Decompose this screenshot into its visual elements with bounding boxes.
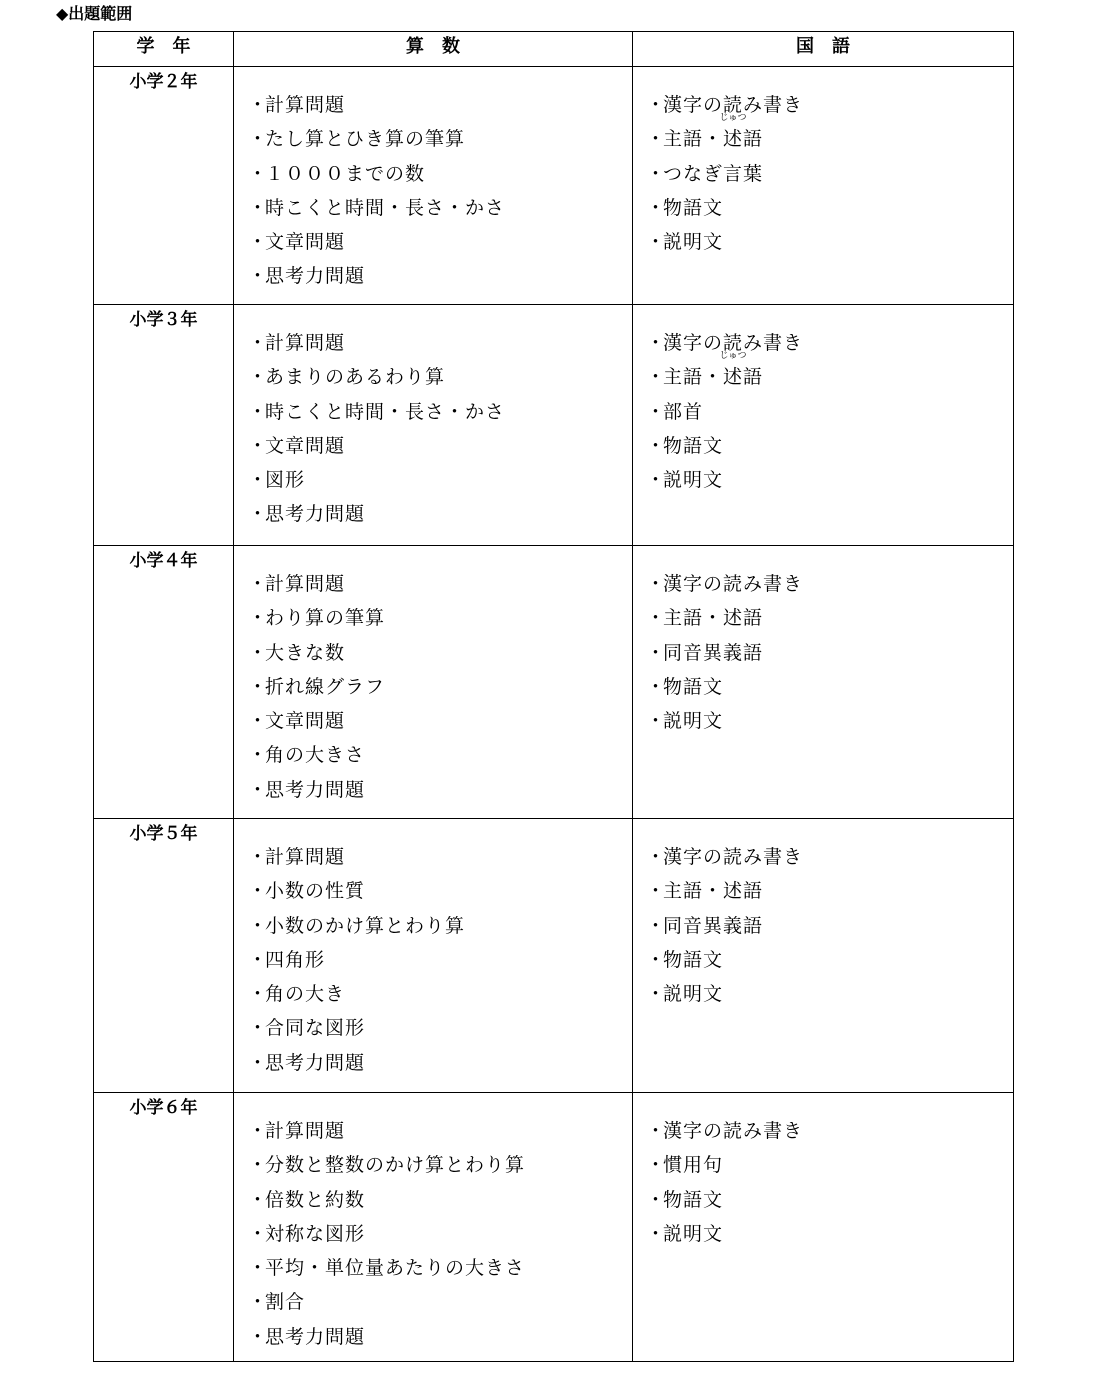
list-item: ・漢字の読み書き [646, 1120, 804, 1142]
topic-text: 大きな数 [265, 641, 346, 664]
topic-text: 四角形 [265, 948, 326, 971]
japanese-topics-cell [633, 819, 1014, 1093]
ruby-word [719, 113, 747, 156]
topic-text: 説明文 [663, 1222, 724, 1245]
list-item: ・合同な図形 [248, 1017, 366, 1040]
list-item: ・角の大き [248, 983, 346, 1006]
topic-text: 漢字の読み書き [663, 94, 804, 116]
topic-text: 割合 [265, 1291, 306, 1314]
japanese-topics-cell-list [633, 819, 1013, 1011]
topic-text: 物語文 [663, 434, 724, 457]
list-item: ・思考力問題 [248, 778, 366, 801]
list-item: ・四角形 [248, 948, 326, 971]
list-item: ・文章問題 [248, 434, 346, 457]
list-item: ・思考力問題 [248, 1051, 366, 1074]
table-row [94, 819, 1014, 1093]
list-item: ・説明文 [646, 983, 724, 1006]
topic-text: 文章問題 [265, 710, 346, 733]
list-item: ・計算問題 [248, 1120, 346, 1142]
topic-text: 計算問題 [265, 846, 346, 868]
topic-text: 図形 [265, 469, 306, 492]
list-item: ・平均・単位量あたりの大きさ [248, 1257, 526, 1280]
header-japanese: 国 語 [633, 32, 1014, 67]
list-item: ・慣用句 [646, 1154, 724, 1177]
list-item: ・角の大きさ [248, 744, 366, 767]
list-item: ・計算問題 [248, 94, 346, 116]
ruby-reading: じゅつ [719, 113, 747, 124]
topic-text: 計算問題 [265, 332, 346, 354]
math-topics-cell [234, 305, 633, 546]
list-item: ・時こくと時間・長さ・かさ [248, 400, 506, 423]
grade-cell: 小学３年 [94, 305, 234, 546]
topic-text: 対称な図形 [265, 1222, 366, 1245]
math-topics-cell [234, 67, 633, 305]
list-item: ・主語・ じゅつ 述語 [646, 360, 1013, 394]
list-item: ・文章問題 [248, 231, 346, 254]
grade-cell: 小学４年 [94, 546, 234, 819]
list-item: ・折れ線グラフ [248, 675, 386, 698]
list-item: ・説明文 [646, 231, 724, 254]
list-item: ・計算問題 [248, 846, 346, 868]
topic-text: 漢字の読み書き [663, 846, 804, 868]
topic-text: 小数のかけ算とわり算 [265, 914, 466, 937]
table-header-row [94, 32, 1014, 67]
list-item: ・あまりのあるわり算 [248, 366, 446, 389]
list-item: ・思考力問題 [248, 1325, 366, 1348]
topic-text: 部首 [663, 400, 704, 423]
topic-text: 主語・ [663, 366, 724, 389]
topic-text: 倍数と約数 [265, 1188, 366, 1211]
topic-text: 角の大き [265, 983, 346, 1006]
list-item: ・計算問題 [248, 332, 346, 354]
list-item: ・部首 [646, 400, 704, 423]
topic-text: 物語文 [663, 196, 724, 219]
list-item: ・わり算の筆算 [248, 607, 386, 630]
topic-text: 思考力問題 [265, 1325, 366, 1348]
topic-text: 同音異義語 [663, 641, 764, 664]
ruby-word [719, 351, 747, 394]
list-item: ・対称な図形 [248, 1222, 366, 1245]
japanese-topics-cell [633, 546, 1014, 819]
japanese-topics-cell-list [633, 546, 1013, 738]
list-item: ・物語文 [646, 675, 724, 698]
header-grade: 学 年 [94, 32, 234, 67]
ruby-base: 述 [723, 128, 744, 151]
page-heading: ◆出題範囲 [56, 4, 133, 23]
topic-text: 角の大きさ [265, 744, 366, 767]
list-item: ・分数と整数のかけ算とわり算 [248, 1154, 526, 1177]
topic-text: 語 [743, 128, 764, 151]
topic-text: 思考力問題 [265, 503, 366, 526]
topic-text: つなぎ言葉 [663, 162, 764, 185]
topic-text: 漢字の読み書き [663, 332, 804, 354]
topic-text: 語 [743, 366, 764, 389]
list-item: ・物語文 [646, 434, 724, 457]
grade-cell: 小学２年 [94, 67, 234, 305]
list-item: ・文章問題 [248, 710, 346, 733]
topic-text: 主語・ [663, 128, 724, 151]
japanese-topics-cell [633, 305, 1014, 546]
list-item: ・倍数と約数 [248, 1188, 366, 1211]
table-row [94, 1093, 1014, 1362]
list-item: ・小数の性質 [248, 880, 366, 903]
list-item: ・物語文 [646, 948, 724, 971]
ruby-base: 述 [723, 366, 744, 389]
topic-text: 説明文 [663, 710, 724, 733]
topic-text: 同音異義語 [663, 914, 764, 937]
topic-text: 平均・単位量あたりの大きさ [265, 1257, 526, 1280]
list-item: ・１０００までの数 [248, 162, 426, 185]
list-item: ・思考力問題 [248, 265, 366, 288]
topic-text: 分数と整数のかけ算とわり算 [265, 1154, 526, 1177]
table-body [94, 67, 1014, 1362]
list-item: ・物語文 [646, 1188, 724, 1211]
topic-text: 説明文 [663, 231, 724, 254]
list-item: ・時こくと時間・長さ・かさ [248, 196, 506, 219]
list-item: ・同音異義語 [646, 914, 764, 937]
topic-text: 思考力問題 [265, 1051, 366, 1074]
topic-text: 計算問題 [265, 573, 346, 595]
math-topics-cell-list [234, 819, 632, 1080]
topic-text: たし算とひき算の筆算 [265, 128, 466, 151]
list-item: ・計算問題 [248, 573, 346, 595]
topic-text: 計算問題 [265, 1120, 346, 1142]
list-item: ・主語・ じゅつ 述語 [646, 122, 1013, 156]
list-item: ・つなぎ言葉 [646, 162, 764, 185]
japanese-topics-cell-list [633, 67, 1013, 259]
list-item: ・漢字の読み書き [646, 332, 804, 354]
topic-text: 説明文 [663, 469, 724, 492]
list-item: ・説明文 [646, 710, 724, 733]
grade-cell: 小学５年 [94, 819, 234, 1093]
list-item: ・説明文 [646, 1222, 724, 1245]
grade-cell: 小学６年 [94, 1093, 234, 1362]
topic-text: 主語・述語 [663, 880, 764, 903]
list-item: ・小数のかけ算とわり算 [248, 914, 466, 937]
list-item: ・たし算とひき算の筆算 [248, 128, 466, 151]
exam-scope-table [93, 31, 1014, 1362]
ruby-reading: じゅつ [719, 351, 747, 362]
topic-text: 思考力問題 [265, 265, 366, 288]
math-topics-cell-list [234, 305, 632, 532]
topic-text: 主語・述語 [663, 607, 764, 630]
list-item: ・大きな数 [248, 641, 346, 664]
list-item: ・主語・述語 [646, 607, 764, 630]
topic-text: 文章問題 [265, 231, 346, 254]
math-topics-cell-list [234, 67, 632, 294]
table-row [94, 546, 1014, 819]
topic-text: 物語文 [663, 675, 724, 698]
topic-text: 物語文 [663, 1188, 724, 1211]
topic-text: 慣用句 [663, 1154, 724, 1177]
list-item: ・図形 [248, 469, 306, 492]
list-item: ・漢字の読み書き [646, 573, 804, 595]
topic-text: 折れ線グラフ [265, 675, 386, 698]
list-item: ・主語・述語 [646, 880, 764, 903]
math-topics-cell [234, 1093, 633, 1362]
topic-text: 漢字の読み書き [663, 1120, 804, 1142]
japanese-topics-cell-list [633, 305, 1013, 497]
topic-text: 思考力問題 [265, 778, 366, 801]
topic-text: 計算問題 [265, 94, 346, 116]
header-math: 算 数 [234, 32, 633, 67]
topic-text: 時こくと時間・長さ・かさ [265, 400, 506, 423]
list-item: ・漢字の読み書き [646, 94, 804, 116]
math-topics-cell-list [234, 546, 632, 807]
japanese-topics-cell-list [633, 1093, 1013, 1251]
list-item: ・物語文 [646, 196, 724, 219]
list-item: ・思考力問題 [248, 503, 366, 526]
math-topics-cell [234, 546, 633, 819]
topic-text: 文章問題 [265, 434, 346, 457]
table-row [94, 305, 1014, 546]
topic-text: 時こくと時間・長さ・かさ [265, 196, 506, 219]
topic-text: 小数の性質 [265, 880, 366, 903]
topic-text: 物語文 [663, 948, 724, 971]
topic-text: あまりのあるわり算 [265, 366, 446, 389]
table-row [94, 67, 1014, 305]
japanese-topics-cell [633, 67, 1014, 305]
topic-text: 説明文 [663, 983, 724, 1006]
list-item: ・漢字の読み書き [646, 846, 804, 868]
list-item: ・説明文 [646, 469, 724, 492]
list-item: ・同音異義語 [646, 641, 764, 664]
topic-text: 合同な図形 [265, 1017, 366, 1040]
math-topics-cell-list [234, 1093, 632, 1354]
math-topics-cell [234, 819, 633, 1093]
japanese-topics-cell [633, 1093, 1014, 1362]
topic-text: わり算の筆算 [265, 607, 386, 630]
topic-text: 漢字の読み書き [663, 573, 804, 595]
list-item: ・割合 [248, 1291, 306, 1314]
topic-text: １０００までの数 [265, 162, 426, 185]
